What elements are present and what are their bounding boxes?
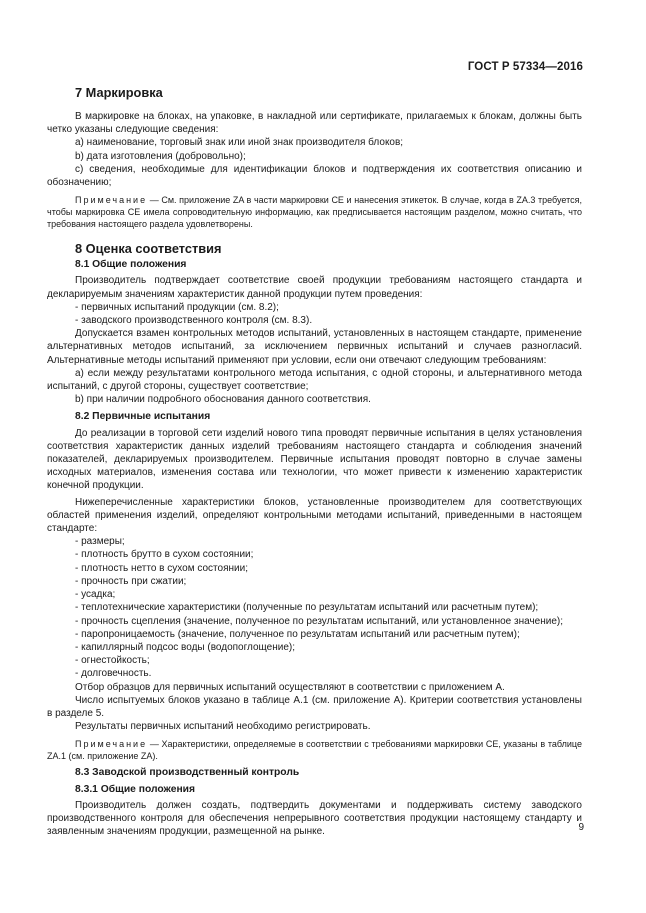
list-item: - прочность при сжатии;	[75, 575, 187, 587]
list-item: а) если между результатами контрольного метода испытания, с одной стороны, и альтернативного метода испытаний, с другой стороны, существует соответствие;	[47, 367, 582, 393]
paragraph: Производитель должен создать, подтвердить документами и поддерживать систему заводского производственного контроля для обеспечения непрерывного соответствия продукции настоящему стандарту и заявленным значениям продукции, размещенной на рынке.	[47, 799, 582, 838]
list-item: - прочность сцепления (значение, полученное по результатам испытаний, или установленное значение);	[75, 615, 564, 627]
section-8-heading: 8 Оценка соответствия	[75, 241, 222, 257]
standard-code: ГОСТ Р 57334—2016	[467, 61, 583, 73]
list-item: - плотность нетто в сухом состоянии;	[75, 562, 248, 574]
list-item: - паропроницаемость (значение, полученное по результатам испытаний или расчетным путем);	[75, 628, 520, 640]
list-item: - огнестойкость;	[75, 655, 150, 667]
subsection-8-2-heading: 8.2 Первичные испытания	[75, 411, 211, 423]
subsection-8-3-1-heading: 8.3.1 Общие положения	[75, 783, 195, 795]
list-item: - усадка;	[75, 589, 116, 601]
note-label: Примечание	[75, 195, 148, 206]
list-item: - первичных испытаний продукции (см. 8.2);	[75, 301, 279, 313]
list-item: с) сведения, необходимые для идентификации блоков и подтверждения их соответствия описанию и обозначению;	[47, 163, 582, 189]
list-item: а) наименование, торговый знак или иной знак производителя блоков;	[75, 137, 404, 149]
note-text: — См. приложение ZA в части маркировки СЕ и нанесения этикеток. В случае, когда в ZA.3 требуется, чтобы маркировка СЕ имела сопроводительную информацию, как предписывается настоящим разделом, можно считать, что требования настоящего раздела удовлетворены.	[47, 195, 582, 230]
list-item: - теплотехнические характеристики (полученные по результатам испытаний или расчетным путем);	[75, 602, 539, 614]
note-label: Примечание	[75, 739, 148, 750]
subsection-8-1-heading: 8.1 Общие положения	[75, 259, 187, 271]
paragraph: Производитель подтверждает соответствие своей продукции требованиям настоящего стандарта и декларируемым значениям характеристик данной продукции путем проведения:	[47, 275, 582, 300]
list-item: - плотность брутто в сухом состоянии;	[75, 549, 254, 561]
paragraph: Число испытуемых блоков указано в таблице А.1 (см. приложение А). Критерии соответствия установлены в разделе 5.	[47, 694, 582, 719]
paragraph: Отбор образцов для первичных испытаний осуществляют в соответствии с приложением А.	[75, 681, 505, 693]
page-content	[47, 82, 582, 838]
section-7-heading: 7 Маркировка	[75, 85, 163, 100]
list-item: - заводского производственного контроля (см. 8.3).	[75, 315, 313, 327]
subsection-8-3-heading: 8.3 Заводской производственный контроль	[75, 767, 300, 779]
paragraph: До реализации в торговой сети изделий нового типа проводят первичные испытания в целях установления соответствия характеристик данных изделий требованиям настоящего стандарта и соблюдения значений показателей, декларируемых производителем. Первичные испытания проводят повторно в случае замены исходных материалов, изменения состава или технологии, что может привести к изменению характеристик конечной продукции.	[47, 427, 582, 492]
page-number: 9	[578, 822, 584, 833]
paragraph: В маркировке на блоках, на упаковке, в накладной или сертификате, прилагаемых к блокам, должны быть четко указаны следующие сведения:	[47, 111, 582, 136]
note	[47, 738, 582, 762]
paragraph: Результаты первичных испытаний необходимо регистрировать.	[75, 721, 371, 733]
list-item: b) при наличии подробного обоснования данного соответствия.	[75, 394, 371, 406]
list-item: - размеры;	[75, 536, 125, 548]
list-item: b) дата изготовления (добровольно);	[75, 150, 246, 162]
paragraph: Нижеперечисленные характеристики блоков, установленные производителем для соответствующих областей применения изделий, определяют контрольными методами испытаний, приведенными в настоящем стандарте:	[47, 496, 582, 535]
note	[47, 194, 582, 230]
list-item: - долговечность.	[75, 668, 152, 680]
paragraph: Допускается взамен контрольных методов испытаний, установленных в настоящем стандарте, применение альтернативных методов испытаний, за исключением первичных испытаний и случаев разногласий. Альтернативные методы испытаний применяют при условии, если они отвечают следующим требованиям:	[47, 328, 582, 366]
list-item: - капиллярный подсос воды (водопоглощение);	[75, 641, 296, 653]
note-text: — Характеристики, определяемые в соответствии с требованиями маркировки СЕ, указаны в таблице ZA.1 (см. приложение ZA).	[47, 739, 582, 762]
